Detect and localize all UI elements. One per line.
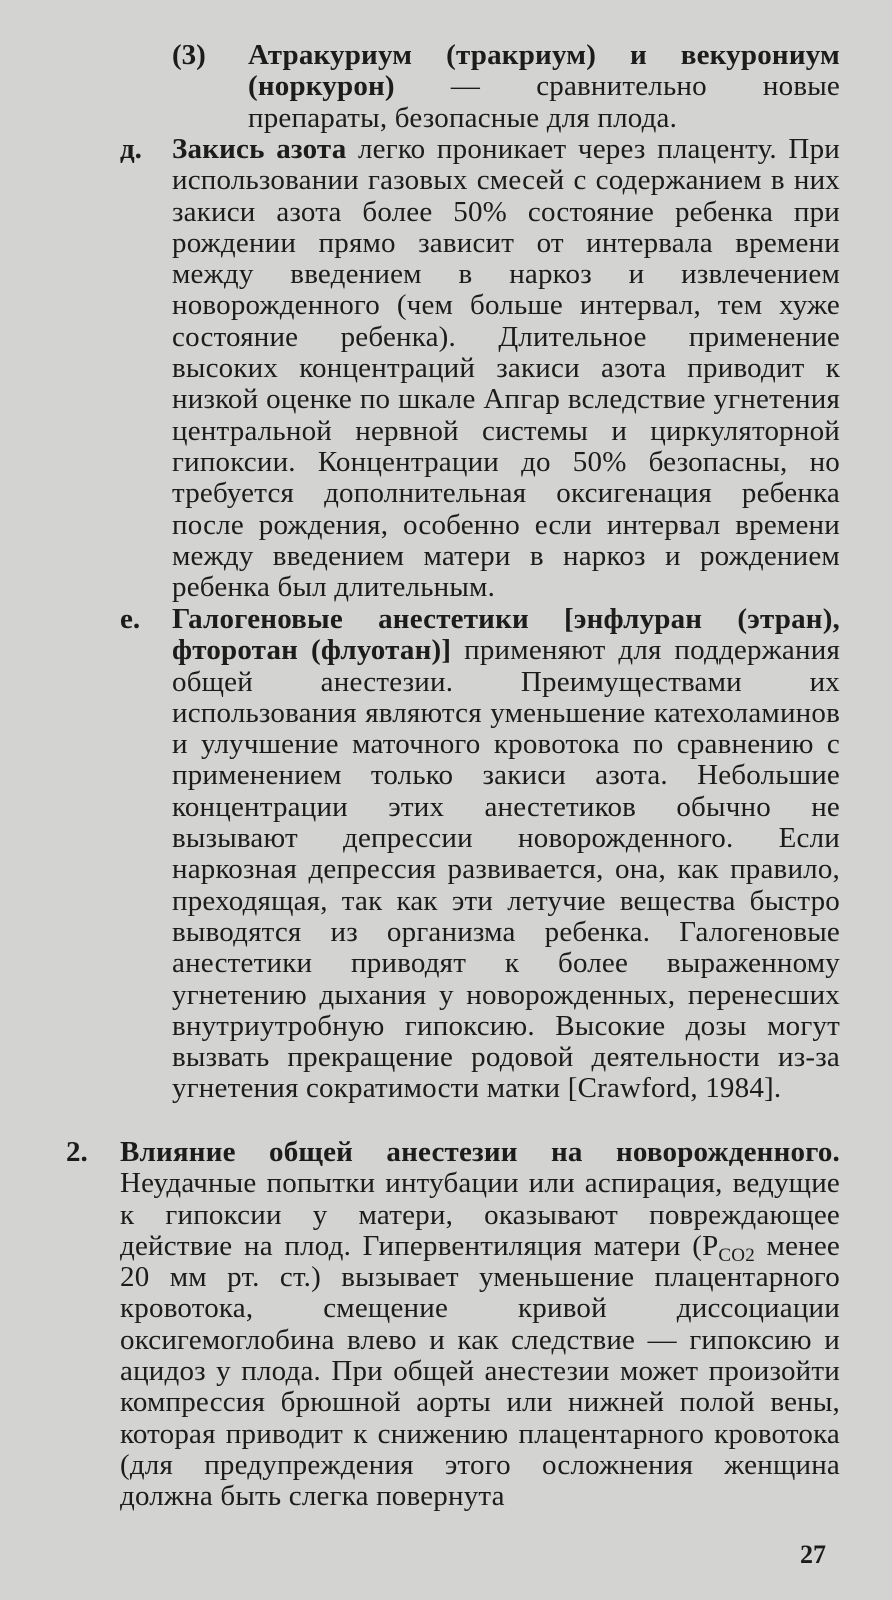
list-marker-3: (3) bbox=[172, 39, 206, 71]
paragraph-text: — сравнительно новые препараты, безопасные для плода. bbox=[248, 70, 840, 134]
paragraph-lead: Атракуриум (тракриум) и векурониум (норкурон) bbox=[248, 39, 840, 103]
paragraph-halogen-anesthetics bbox=[172, 604, 840, 1105]
paragraph-general-anesthesia-newborn bbox=[120, 1137, 840, 1513]
paragraph-lead: Закись азота bbox=[172, 133, 347, 165]
list-marker-2: 2. bbox=[66, 1136, 88, 1168]
list-marker-d: д. bbox=[120, 133, 142, 165]
paragraph-nitrous-oxide bbox=[172, 134, 840, 603]
paragraph-text-continued: менее 20 мм рт. ст.) вызывает уменьшение плацентарного кровотока, смещение кривой диссоциации оксигемоглобина влево и как следствие — гипоксию и ацидоз у плода. При общей анестезии может произойти компрессия брюшной аорты или нижней полой вены, которая приводит к снижению плацентарного кровотока (для предупреждения этого осложнения женщина должна быть слегка повернута bbox=[120, 1229, 841, 1513]
paragraph-text: Неудачные попытки интубации или аспирация, ведущие к гипоксии у матери, оказывают повреждающее действие на плод. Гипервентиляция матери (P bbox=[120, 1167, 840, 1262]
paragraph-atracurium bbox=[248, 40, 840, 134]
paragraph-lead: Галогеновые анестетики [энфлуран (этран), фторотан (флуотан)] bbox=[172, 603, 840, 667]
paragraph-text: применяют для поддержания общей анестезии. Преимуществами их использования являются уменьшение катехоламинов и улучшение маточного кровотока по сравнению с применением только закиси азота. Небольшие концентрации этих анестетиков обычно не вызывают депрессии новорожденного. Если наркозная депрессия развивается, она, как правило, преходящая, так как эти летучие вещества быстро выводятся из организма ребенка. Галогеновые анестетики приводят к более выраженному угнетению дыхания у новорожденных, перенесших внутриутробную гипоксию. Высокие дозы могут вызвать прекращение родовой деятельности из-за угнетения сократимости матки [Crawford, 1984]. bbox=[172, 634, 840, 1105]
page-number: 27 bbox=[800, 1540, 826, 1569]
list-marker-e: е. bbox=[120, 603, 141, 635]
pco2-subscript: CO2 bbox=[718, 1244, 755, 1266]
paragraph-text: легко проникает через плаценту. При использовании газовых смесей с содержанием в них закиси азота более 50% состояние ребенка при рождении прямо зависит от интервала времени между введением в наркоз и извлечением новорожденного (чем больше интервал, тем хуже состояние ребенка). Длительное применение высоких концентраций закиси азота приводит к низкой оценке по шкале Апгар вследствие угнетения центральной нервной системы и циркуляторной гипоксии. Концентрации до 50% безопасны, но требуется дополнительная оксигенация ребенка после рождения, особенно если интервал времени между введением матери в наркоз и рождением ребенка был длительным. bbox=[172, 133, 840, 604]
paragraph-lead: Влияние общей анестезии на новорожденного. bbox=[120, 1136, 840, 1168]
